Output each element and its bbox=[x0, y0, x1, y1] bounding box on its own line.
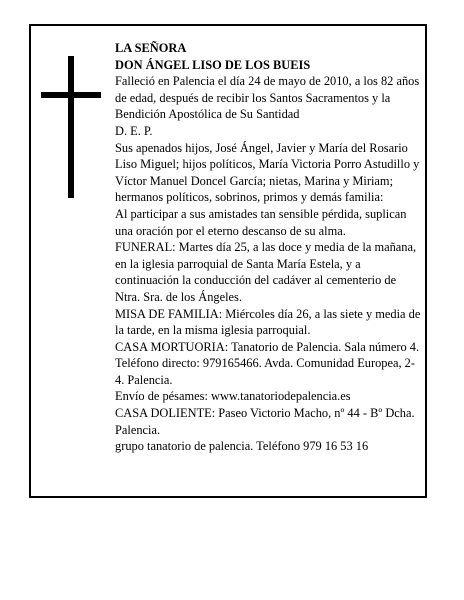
obituary-notice bbox=[29, 24, 427, 498]
mortuary-info: CASA MORTUORIA: Tanatorio de Palencia. Sala número 4. Teléfono directo: 979165466. Avda. Comunidad Europea, 2-4. Palencia. bbox=[115, 339, 420, 387]
cross-horizontal-bar bbox=[41, 92, 101, 98]
prayer-request: Al participar a sus amistades tan sensible pérdida, suplican una oración por el eterno descanso de su alma. bbox=[115, 206, 407, 238]
cross-icon bbox=[41, 56, 101, 198]
family-home-info: CASA DOLIENTE: Paseo Victorio Macho, nº 44 - Bº Dcha. Palencia. bbox=[115, 406, 415, 437]
funeral-home-contact: grupo tanatorio de palencia. Teléfono 979 16 53 16 bbox=[115, 439, 369, 454]
funeral-info: FUNERAL: Martes día 25, a las doce y media de la mañana, en la iglesia parroquial de Santa María Estela, y a continuación la conducción del cadáver al cementerio de Ntra. Sra. de los Ángeles. bbox=[115, 240, 417, 304]
notice-title: LA SEÑORA bbox=[115, 41, 187, 55]
family-mass-info: MISA DE FAMILIA: Miércoles día 26, a las siete y media de la tarde, en la misma iglesia parroquial. bbox=[115, 306, 421, 338]
family-list: Sus apenados hijos, José Ángel, Javier y María del Rosario Liso Miguel; hijos políticos, María Victoria Porro Astudillo y Víctor Manuel Doncel García; nietas, Marina y Miriam; hermanos políticos, sobrinos, primos y demás familia: bbox=[115, 140, 420, 205]
death-details: Falleció en Palencia el día 24 de mayo de 2010, a los 82 años de edad, después de recibir los Santos Sacramentos y la Bendición Apostólica de Su Santidad bbox=[115, 74, 420, 122]
cross-vertical-bar bbox=[68, 56, 74, 198]
notice-text bbox=[115, 40, 421, 455]
rip-line: D. E. P. bbox=[115, 123, 153, 138]
deceased-name: DON ÁNGEL LISO DE LOS BUEIS bbox=[115, 57, 311, 72]
condolences-web: Envío de pésames: www.tanatoriodepalencia.es bbox=[115, 389, 351, 404]
